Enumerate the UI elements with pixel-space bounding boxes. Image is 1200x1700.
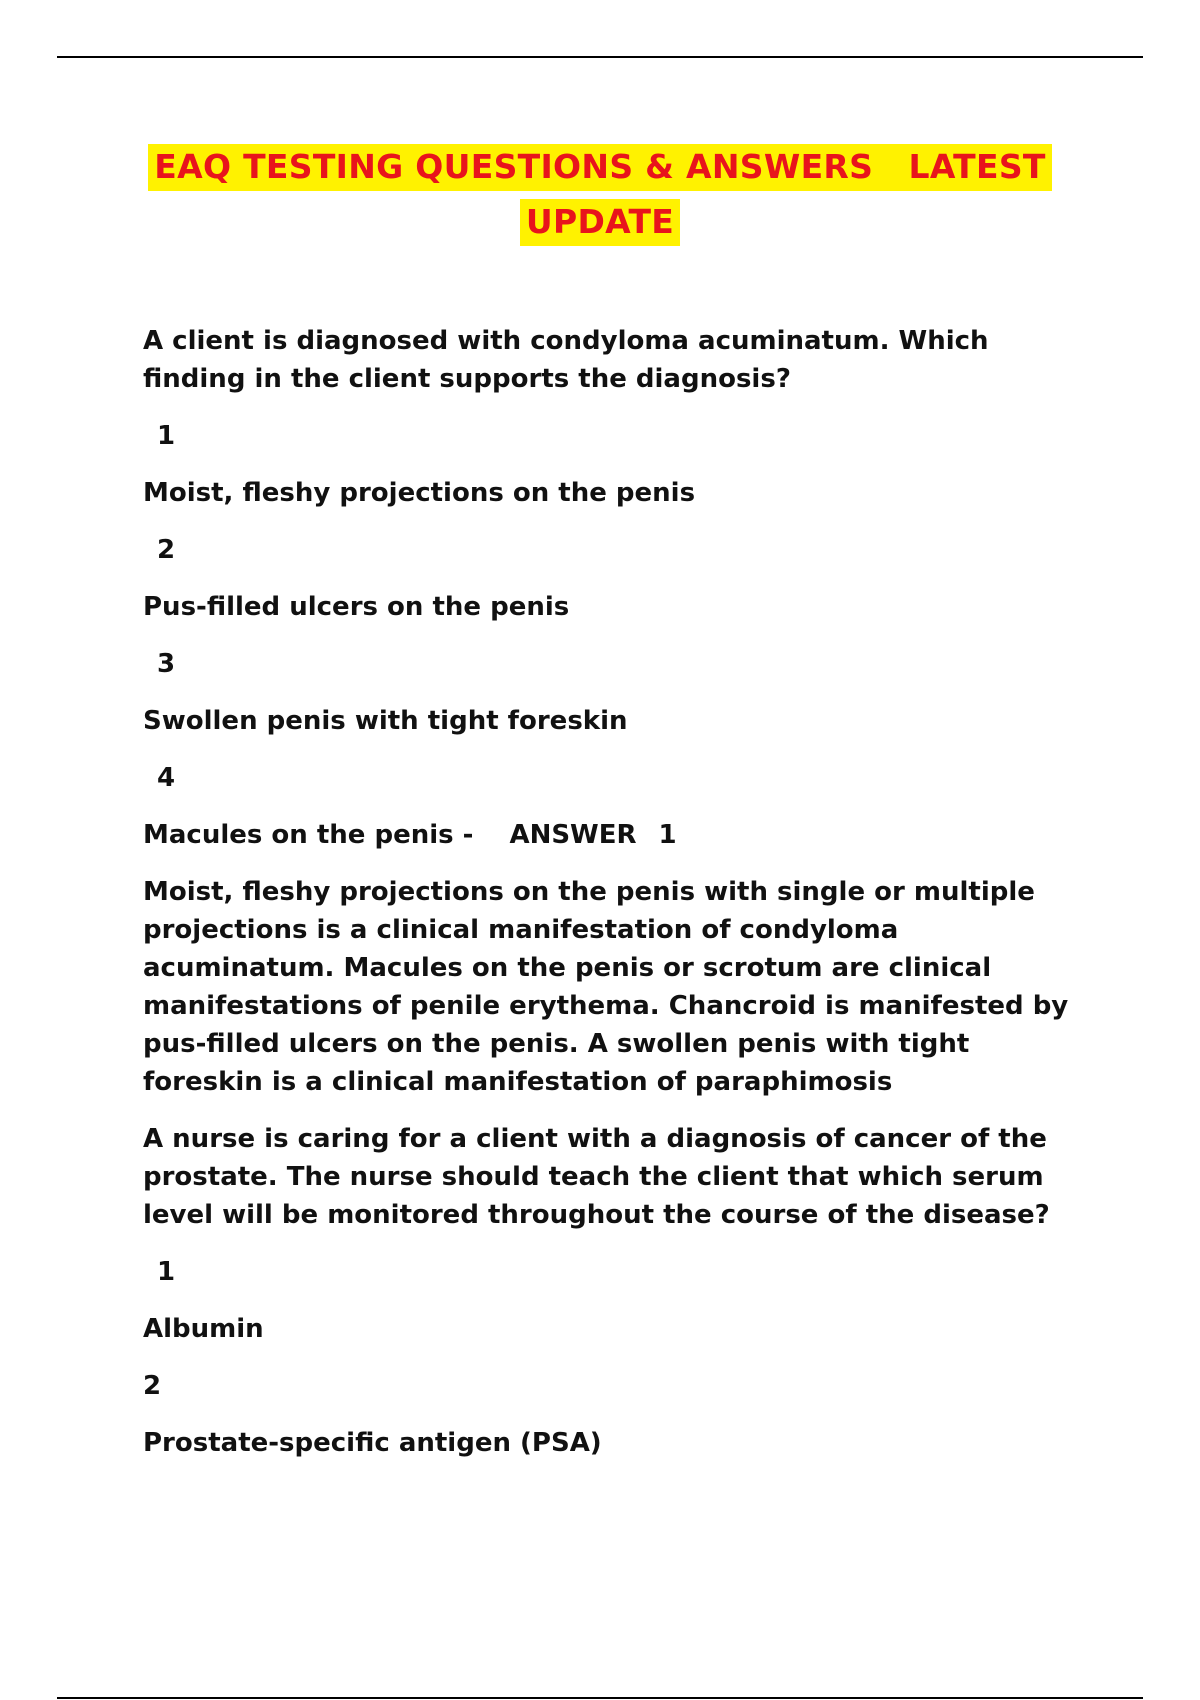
question-1-option-2-text: Pus-filled ulcers on the penis [143,592,570,622]
document-body [143,322,1083,1481]
question-2-text: A nurse is caring for a client with a diagnosis of cancer of the prostate. The nurse should teach the client that which serum level will be monitored throughout the course of the disease? [143,1124,1050,1230]
title-line-2: UPDATE [520,199,680,246]
question-1-option-3-number: 3 [157,649,176,679]
question-1-option-4-text: Macules on the penis - [143,820,474,850]
question-2-option-2-text: Prostate-specific antigen (PSA) [143,1428,602,1458]
question-2-option-1-text: Albumin [143,1314,264,1344]
answer-label: ANSWER [509,820,637,850]
question-1-rationale: Moist, fleshy projections on the penis with single or multiple projections is a clinical manifestation of condyloma acuminatum. Macules on the penis or scrotum are clinical manifestations of penile erythema. Chancroid is manifested by pus-filled ulcers on the penis. A swollen penis with tight foreskin is a clinical manifestation of paraphimosis [143,877,1069,1097]
question-2-option-1-number: 1 [157,1257,176,1287]
document-title [0,144,1200,246]
title-line-1: EAQ TESTING QUESTIONS & ANSWERS LATEST [148,144,1051,191]
question-1-option-4-number: 4 [157,763,176,793]
question-1-answer-line [143,816,1083,854]
question-1-option-3-text: Swollen penis with tight foreskin [143,706,628,736]
answer-value: 1 [658,820,677,850]
question-2-option-2-number: 2 [143,1371,162,1401]
bottom-rule [57,1697,1143,1699]
question-1-text: A client is diagnosed with condyloma acuminatum. Which finding in the client supports the diagnosis? [143,326,989,394]
question-1-option-1-text: Moist, fleshy projections on the penis [143,478,696,508]
question-1-option-1-number: 1 [157,421,176,451]
top-rule [57,56,1143,58]
question-1-option-2-number: 2 [157,535,176,565]
